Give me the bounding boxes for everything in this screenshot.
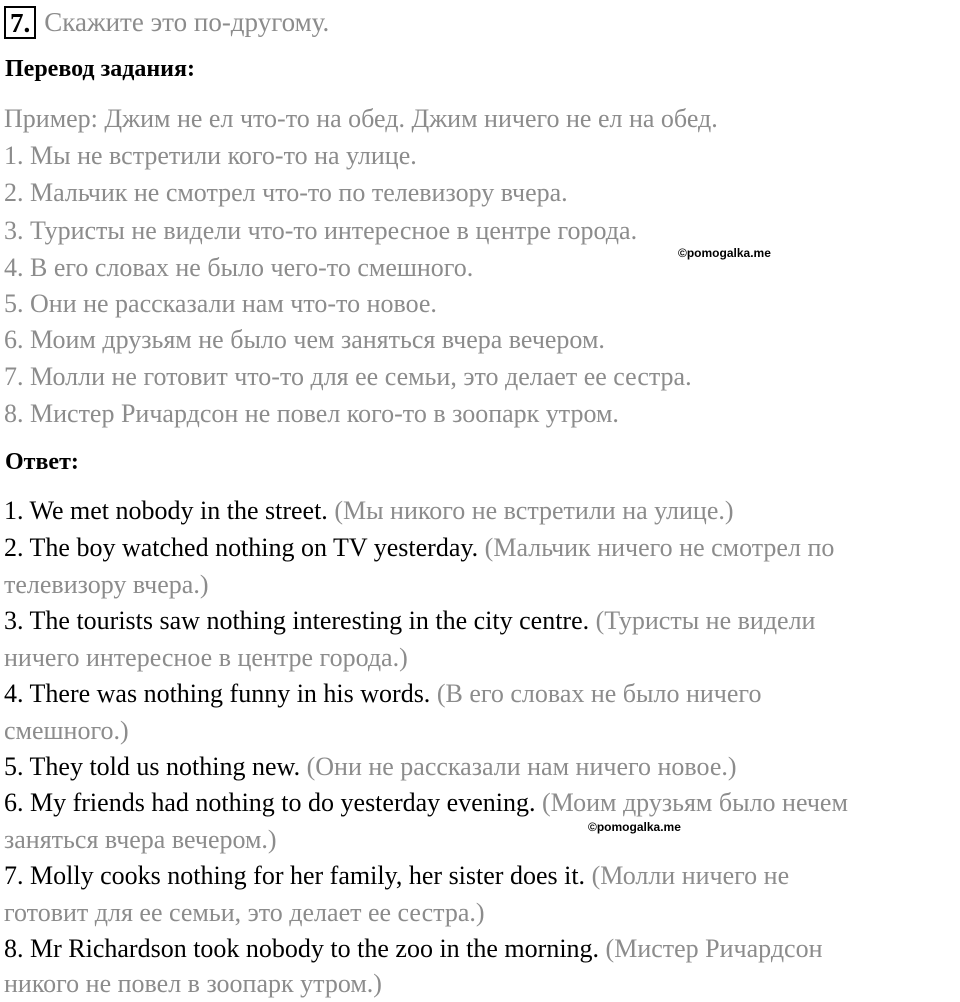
answer-heading: Ответ: — [5, 449, 79, 475]
translation-line: 4. В его словах не было чего-то смешного. — [4, 253, 474, 282]
answer-russian-cont: готовит для ее семьи, это делает ее сестра.) — [4, 898, 485, 927]
answer-russian-cont: заняться вчера вечером.) — [4, 825, 277, 854]
task-title: Скажите это по-другому. — [44, 6, 330, 37]
answer-english: 7. Molly cooks nothing for her family, her sister does it. — [4, 861, 586, 890]
translation-line: 7. Молли не готовит что-то для ее семьи, это делает ее сестра. — [4, 362, 692, 391]
answer-english: 5. They told us nothing new. — [4, 752, 301, 781]
answer-english: 2. The boy watched nothing on TV yesterday. — [4, 533, 479, 562]
translation-heading: Перевод задания: — [5, 56, 195, 82]
answer-english: 8. Mr Richardson took nobody to the zoo in the morning. — [4, 934, 600, 963]
translation-line: 3. Туристы не видели что-то интересное в центре города. — [4, 216, 638, 245]
translation-line: 5. Они не рассказали нам что-то новое. — [4, 289, 437, 318]
answer-russian-cont: смешного.) — [4, 716, 129, 745]
answer-russian: (Они не рассказали нам ничего новое.) — [306, 752, 737, 781]
answer-item — [4, 493, 734, 529]
watermark: ©pomogalka.me — [588, 820, 681, 834]
answer-russian: (Молли ничего не — [591, 861, 790, 890]
task-header — [4, 4, 329, 40]
answer-russian: (Мистер Ричардсон — [605, 934, 823, 963]
translation-line: Пример: Джим не ел что-то на обед. Джим ничего не ел на обед. — [4, 104, 718, 133]
translation-line: 6. Моим друзьям не было чем заняться вчера вечером. — [4, 325, 605, 354]
answer-russian-cont: телевизору вчера.) — [4, 570, 209, 599]
answer-russian-cont: никого не повел в зоопарк утром.) — [4, 969, 382, 998]
answer-item — [4, 931, 823, 967]
answer-item — [4, 676, 761, 712]
answer-item — [4, 785, 848, 821]
answer-russian: (Мальчик ничего не смотрел по — [484, 533, 835, 562]
translation-line: 2. Мальчик не смотрел что-то по телевизору вчера. — [4, 178, 568, 207]
answer-english: 1. We met nobody in the street. — [4, 496, 328, 525]
answer-russian: (Моим друзьям было нечем — [541, 788, 848, 817]
answer-item — [4, 749, 737, 785]
translation-line: 1. Мы не встретили кого-то на улице. — [4, 141, 417, 170]
answer-russian: (Туристы не видели — [595, 606, 816, 635]
answer-item — [4, 603, 815, 639]
answer-item — [4, 858, 789, 894]
answer-english: 4. There was nothing funny in his words. — [4, 679, 431, 708]
watermark: ©pomogalka.me — [678, 246, 771, 260]
task-number: 7. — [4, 6, 36, 39]
answer-english: 6. My friends had nothing to do yesterday evening. — [4, 788, 536, 817]
answer-russian: (В его словах не было ничего — [436, 679, 762, 708]
translation-line: 8. Мистер Ричардсон не повел кого-то в зоопарк утром. — [4, 399, 619, 428]
answer-english: 3. The tourists saw nothing interesting in the city centre. — [4, 606, 590, 635]
answer-russian-cont: ничего интересное в центре города.) — [4, 643, 408, 672]
answer-russian: (Мы никого не встретили на улице.) — [334, 496, 734, 525]
answer-item — [4, 530, 834, 566]
